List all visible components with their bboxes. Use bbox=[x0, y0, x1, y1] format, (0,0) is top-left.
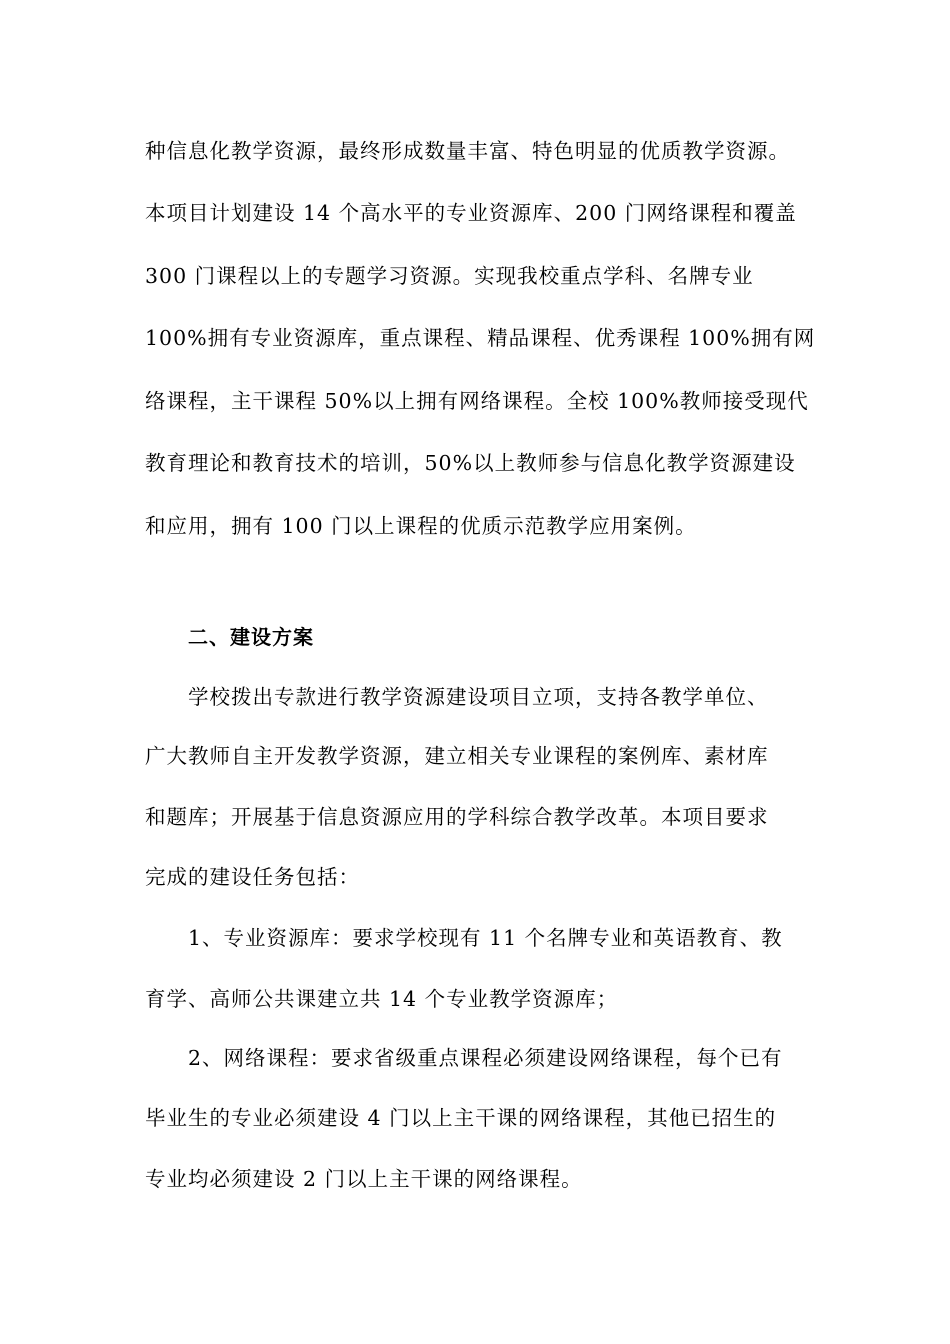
paragraph-2-line-3: 和题库；开展基于信息资源应用的学科综合教学改革。本项目要求 bbox=[145, 805, 769, 829]
item-2-line-1: 2、网络课程：要求省级重点课程必须建设网络课程，每个已有 bbox=[188, 1046, 783, 1070]
item-2-line-2: 毕业生的专业必须建设 4 门以上主干课的网络课程，其他已招生的 bbox=[145, 1106, 777, 1130]
paragraph-2-line-4: 完成的建设任务包括： bbox=[145, 865, 360, 889]
paragraph-1-line-7: 和应用，拥有 100 门以上课程的优质示范教学应用案例。 bbox=[145, 514, 697, 538]
paragraph-1-line-1: 种信息化教学资源，最终形成数量丰富、特色明显的优质教学资源。 bbox=[145, 139, 790, 163]
item-1-line-1: 1、专业资源库：要求学校现有 11 个名牌专业和英语教育、教 bbox=[188, 926, 783, 950]
paragraph-1-line-2: 本项目计划建设 14 个高水平的专业资源库、200 门网络课程和覆盖 bbox=[145, 201, 797, 225]
item-2-line-3: 专业均必须建设 2 门以上主干课的网络课程。 bbox=[145, 1167, 583, 1191]
paragraph-1-line-4: 100%拥有专业资源库，重点课程、精品课程、优秀课程 100%拥有网 bbox=[145, 326, 816, 350]
paragraph-1-line-5: 络课程，主干课程 50%以上拥有网络课程。全校 100%教师接受现代 bbox=[145, 389, 809, 413]
item-1-line-2: 育学、高师公共课建立共 14 个专业教学资源库； bbox=[145, 987, 619, 1011]
paragraph-2-line-2: 广大教师自主开发教学资源，建立相关专业课程的案例库、素材库 bbox=[145, 744, 769, 768]
paragraph-2-line-1: 学校拨出专款进行教学资源建设项目立项，支持各教学单位、 bbox=[188, 685, 769, 709]
paragraph-1-line-6: 教育理论和教育技术的培训，50%以上教师参与信息化教学资源建设 bbox=[145, 451, 796, 475]
paragraph-1-line-3: 300 门课程以上的专题学习资源。实现我校重点学科、名牌专业 bbox=[145, 264, 754, 288]
section-heading: 二、建设方案 bbox=[188, 625, 314, 649]
